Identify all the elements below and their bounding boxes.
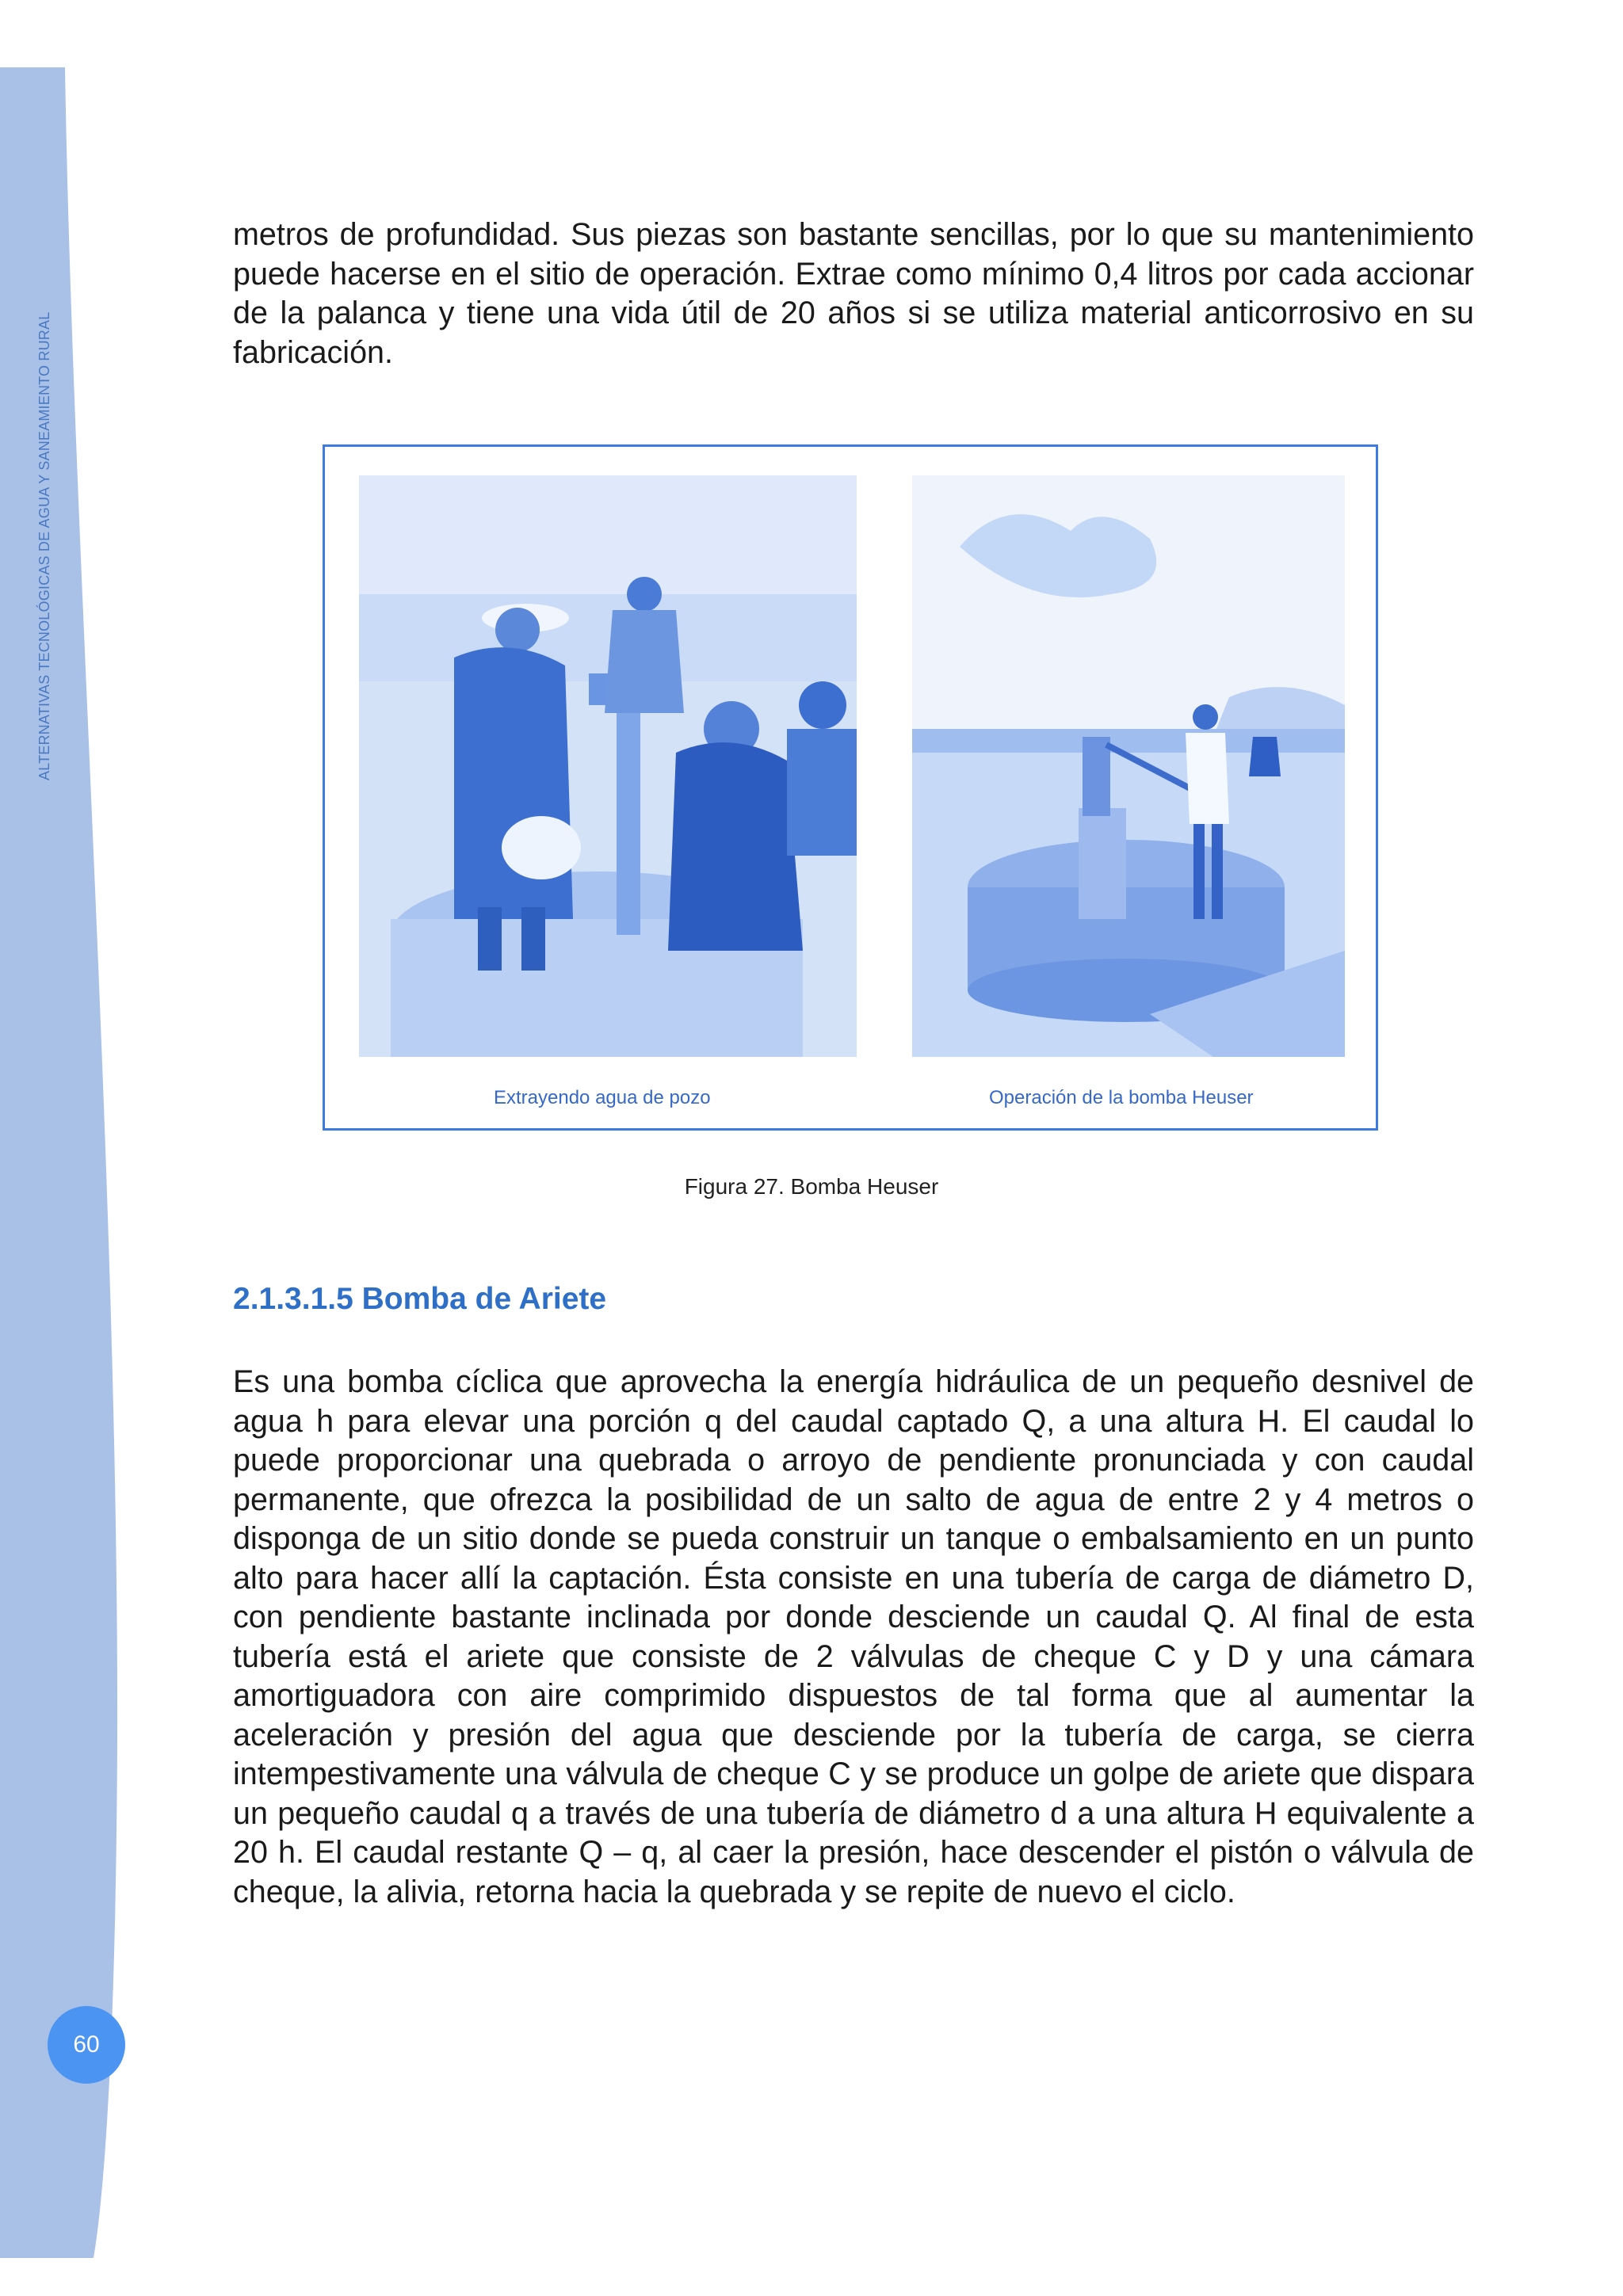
photo-caption-left: Extrayendo agua de pozo [494, 1087, 711, 1108]
photo-extracting-water [359, 475, 857, 1057]
photo-caption-right: Operación de la bomba Heuser [989, 1087, 1254, 1108]
section-heading: 2.1.3.1.5 Bomba de Ariete [233, 1282, 607, 1316]
photo-heuser-pump [912, 475, 1345, 1057]
figure-frame [323, 444, 1378, 1131]
sidebar-vertical-label: ALTERNATIVAS TECNOLÓGICAS DE AGUA Y SANEAMIENTO RURAL [36, 311, 52, 780]
sidebar-band [0, 0, 127, 2296]
figure-caption: Figura 27. Bomba Heuser [684, 1174, 939, 1199]
page-number-badge: 60 [48, 2006, 125, 2084]
intro-paragraph: metros de profundidad. Sus piezas son bastante sencillas, por lo que su mantenimiento puede hacerse en el sitio de operación. Extrae como mínimo 0,4 litros por cada accionar de la palanca y tiene una vida útil de 20 años si se utiliza material anticorrosivo en su fabricación. [233, 217, 1474, 370]
body-paragraph: Es una bomba cíclica que aprovecha la energía hidráulica de un pequeño desnivel de agua h para elevar una porción q del caudal captado Q, a una altura H. El caudal lo puede proporcionar una quebrada o arroyo de pendiente pronunciada y con caudal permanente, que ofrezca la posibilidad de un salto de agua de entre 2 y 4 metros o disponga de un sitio donde se pueda construir un tanque o embalsamiento en un punto alto para hacer allí la captación. Ésta consiste en una tubería de carga de diámetro D, con pendiente bastante inclinada por donde desciende un caudal Q. Al final de esta tubería está el ariete que consiste de 2 válvulas de cheque C y D y una cámara amortiguadora con aire comprimido dispuestos de tal forma que al aumentar la aceleración y presión del agua que desciende por la tubería de carga, se cierra intempestivamente una válvula de cheque C y se produce un golpe de ariete que dispara un pequeño caudal q a través de una tubería de diámetro d a una altura H equivalente a 20 h. El caudal restante Q – q, al caer la presión, hace descender el pistón o válvula de cheque, la alivia, retorna hacia la quebrada y se repite de nuevo el ciclo. [233, 1364, 1474, 1909]
